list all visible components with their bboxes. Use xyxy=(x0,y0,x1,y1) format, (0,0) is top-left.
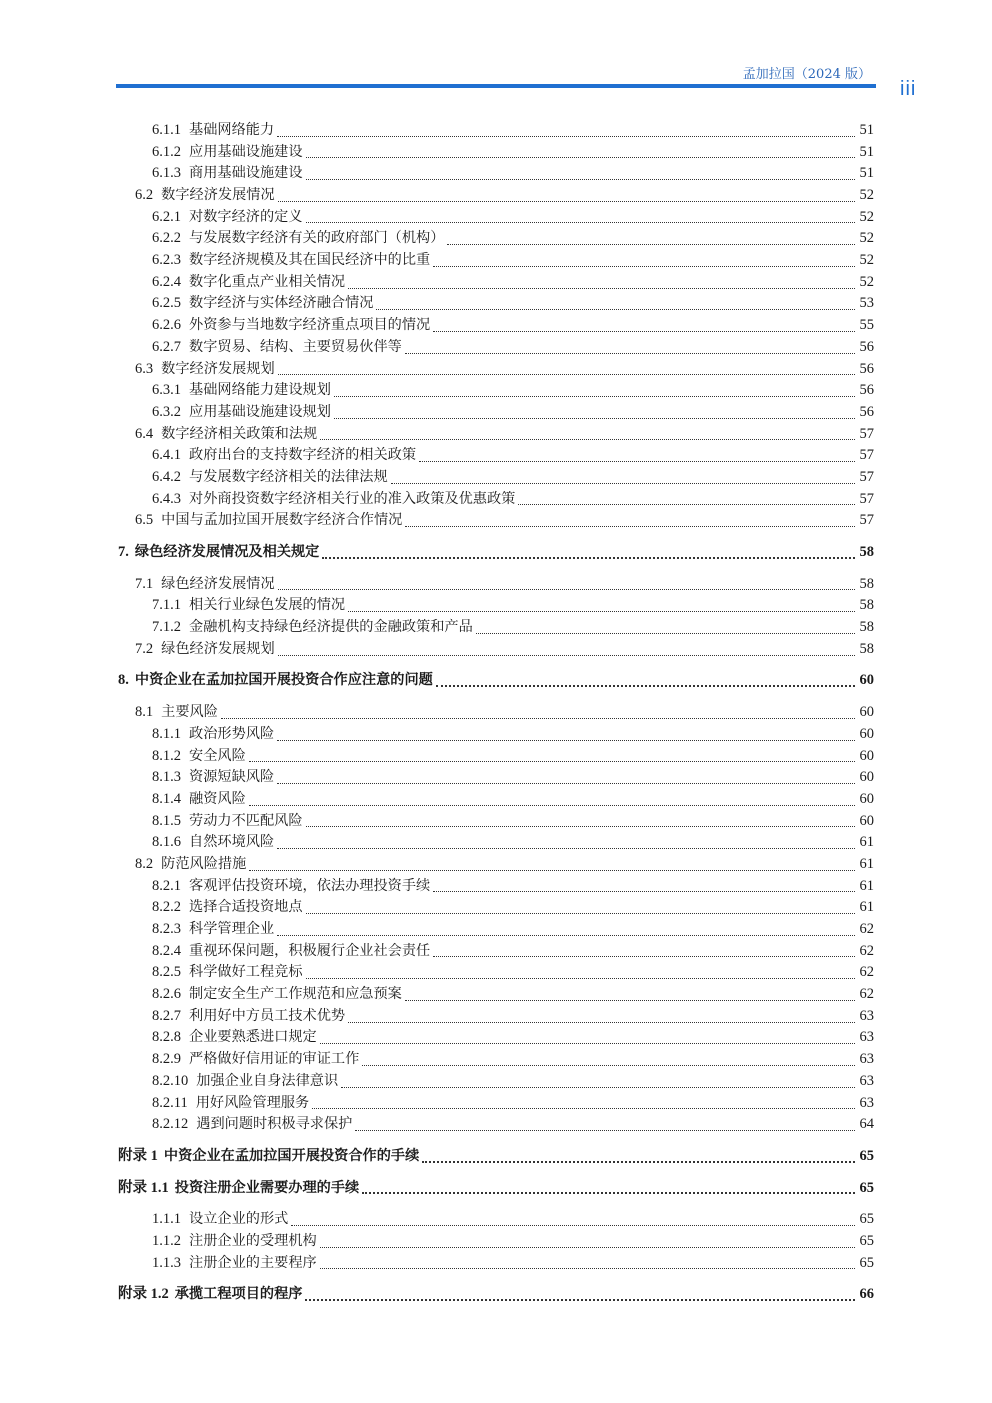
toc-entry-page: 63 xyxy=(859,1094,874,1111)
toc-entry[interactable] xyxy=(118,1114,874,1136)
toc-entry[interactable] xyxy=(118,163,874,185)
toc-entry-number: 8.2.1 xyxy=(152,877,181,894)
toc-entry-page: 57 xyxy=(859,447,874,464)
toc-dot-leader xyxy=(278,364,855,375)
toc-entry[interactable] xyxy=(118,1253,874,1275)
toc-entry-title: 设立企业的形式 xyxy=(189,1211,289,1228)
toc-entry[interactable] xyxy=(118,1006,874,1028)
toc-entry[interactable] xyxy=(118,424,874,446)
toc-entry-number: 7.1.1 xyxy=(152,597,181,614)
toc-entry-number: 6.1.2 xyxy=(152,143,181,160)
toc-entry-page: 55 xyxy=(859,317,874,334)
toc-entry-number: 8.1.6 xyxy=(152,834,181,851)
toc-entry-number: 6.1.3 xyxy=(152,165,181,182)
toc-entry-number: 6.2.2 xyxy=(152,230,181,247)
toc-entry-number: 8.1.5 xyxy=(152,812,181,829)
toc-dot-leader xyxy=(518,494,855,505)
toc-dot-leader xyxy=(391,473,855,484)
toc-entry[interactable] xyxy=(118,359,874,381)
toc-entry[interactable] xyxy=(118,897,874,919)
toc-dot-leader xyxy=(320,1237,855,1248)
toc-entry[interactable] xyxy=(118,1209,874,1231)
toc-dot-leader xyxy=(433,321,855,332)
toc-entry-number: 6.2 xyxy=(135,187,154,204)
toc-entry-page: 65 xyxy=(859,1254,874,1271)
toc-entry-title: 用好风险管理服务 xyxy=(195,1094,310,1111)
toc-entry-page: 52 xyxy=(859,273,874,290)
toc-entry-page: 57 xyxy=(859,490,874,507)
toc-entry-title: 与发展数字经济有关的政府部门（机构） xyxy=(189,230,445,247)
toc-entry-title: 主要风险 xyxy=(161,704,218,721)
toc-entry[interactable] xyxy=(118,315,874,337)
toc-entry-number: 8.2.6 xyxy=(152,986,181,1003)
toc-dot-leader xyxy=(278,191,855,202)
toc-entry-number: 8.2.5 xyxy=(152,964,181,981)
toc-entry[interactable] xyxy=(118,489,874,511)
toc-entry-number: 6.4.1 xyxy=(152,447,181,464)
toc-entry-page: 63 xyxy=(859,1051,874,1068)
toc-entry[interactable] xyxy=(118,542,874,564)
toc-entry-title: 绿色经济发展情况 xyxy=(161,575,275,592)
toc-entry-number: 附录 1.1 xyxy=(118,1179,169,1196)
toc-entry-page: 56 xyxy=(859,382,874,399)
toc-entry-page: 51 xyxy=(859,143,874,160)
toc-dot-leader xyxy=(306,968,855,979)
toc-dot-leader xyxy=(249,860,855,871)
toc-dot-leader xyxy=(291,1215,855,1226)
toc-entry[interactable] xyxy=(118,250,874,272)
toc-entry-title: 利用好中方员工技术优势 xyxy=(189,1007,346,1024)
toc-dot-leader xyxy=(334,408,855,419)
toc-entry-page: 53 xyxy=(859,295,874,312)
toc-entry-title: 对外商投资数字经济相关行业的准入政策及优惠政策 xyxy=(189,490,516,507)
toc-dot-leader xyxy=(355,1120,855,1131)
toc-entry-number: 1.1.1 xyxy=(152,1211,181,1228)
toc-entry-number: 6.4 xyxy=(135,425,154,442)
toc-entry-page: 60 xyxy=(859,725,874,742)
toc-entry-page: 58 xyxy=(859,619,874,636)
toc-dot-leader xyxy=(348,1012,855,1023)
toc-entry-page: 51 xyxy=(859,165,874,182)
toc-entry[interactable] xyxy=(118,811,874,833)
toc-entry-number: 8.2 xyxy=(135,855,154,872)
toc-entry-title: 金融机构支持绿色经济提供的金融政策和产品 xyxy=(189,619,473,636)
toc-entry-page: 61 xyxy=(859,855,874,872)
toc-dot-leader xyxy=(249,751,855,762)
toc-entry[interactable] xyxy=(118,207,874,229)
toc-entry-page: 63 xyxy=(859,1007,874,1024)
toc-entry[interactable] xyxy=(118,272,874,294)
toc-entry[interactable] xyxy=(118,767,874,789)
toc-dot-leader xyxy=(419,451,855,462)
toc-entry-title: 劳动力不匹配风险 xyxy=(189,812,303,829)
toc-entry-title: 重视环保问题，积极履行企业社会责任 xyxy=(189,942,431,959)
toc-entry-page: 62 xyxy=(859,942,874,959)
toc-entry-number: 6.2.7 xyxy=(152,338,181,355)
toc-dot-leader xyxy=(306,903,855,914)
toc-entry-page: 60 xyxy=(859,672,874,689)
toc-entry-page: 62 xyxy=(859,964,874,981)
toc-entry-title: 承揽工程项目的程序 xyxy=(174,1286,303,1303)
toc-entry-page: 60 xyxy=(859,704,874,721)
toc-entry[interactable] xyxy=(118,639,874,661)
toc-entry-page: 52 xyxy=(859,187,874,204)
toc-entry-number: 6.3.1 xyxy=(152,382,181,399)
toc-entry[interactable] xyxy=(118,1049,874,1071)
toc-dot-leader xyxy=(433,881,855,892)
toc-entry[interactable] xyxy=(118,337,874,359)
toc-entry-title: 自然环境风险 xyxy=(189,834,275,851)
toc-entry[interactable] xyxy=(118,671,874,693)
toc-entry-page: 66 xyxy=(859,1286,874,1303)
toc-entry-number: 8.1.1 xyxy=(152,725,181,742)
toc-entry-page: 61 xyxy=(859,834,874,851)
toc-entry-title: 相关行业绿色发展的情况 xyxy=(189,597,346,614)
toc-entry[interactable] xyxy=(118,941,874,963)
toc-entry-title: 绿色经济发展规划 xyxy=(161,640,275,657)
toc-dot-leader xyxy=(405,990,855,1001)
toc-entry-number: 6.2.5 xyxy=(152,295,181,312)
toc-dot-leader xyxy=(422,1151,855,1163)
toc-entry[interactable] xyxy=(118,789,874,811)
toc-dot-leader xyxy=(278,645,855,656)
toc-entry-number: 6.2.4 xyxy=(152,273,181,290)
toc-dot-leader xyxy=(376,299,855,310)
toc-entry-page: 63 xyxy=(859,1072,874,1089)
toc-entry-title: 绿色经济发展情况及相关规定 xyxy=(134,544,320,561)
toc-entry-title: 数字经济与实体经济融合情况 xyxy=(189,295,374,312)
toc-dot-leader xyxy=(277,773,855,784)
toc-entry-page: 65 xyxy=(859,1211,874,1228)
toc-entry-page: 60 xyxy=(859,812,874,829)
toc-entry-page: 60 xyxy=(859,747,874,764)
toc-entry-page: 56 xyxy=(859,338,874,355)
toc-entry-number: 8.2.10 xyxy=(152,1072,189,1089)
toc-entry[interactable] xyxy=(118,228,874,250)
toc-entry-title: 注册企业的主要程序 xyxy=(189,1254,317,1271)
toc-entry-page: 62 xyxy=(859,986,874,1003)
toc-entry-title: 政府出台的支持数字经济的相关政策 xyxy=(189,447,417,464)
toc-entry-title: 加强企业自身法律意识 xyxy=(196,1072,339,1089)
toc-dot-leader xyxy=(433,946,855,957)
toc-entry-page: 58 xyxy=(859,640,874,657)
toc-entry-page: 52 xyxy=(859,230,874,247)
toc-dot-leader xyxy=(277,838,855,849)
toc-entry[interactable] xyxy=(118,402,874,424)
toc-entry-number: 8.1.2 xyxy=(152,747,181,764)
toc-dot-leader xyxy=(305,1289,855,1301)
toc-dot-leader xyxy=(277,126,855,137)
toc-entry[interactable] xyxy=(118,919,874,941)
toc-entry-page: 51 xyxy=(859,121,874,138)
toc-entry[interactable] xyxy=(118,120,874,142)
toc-entry-title: 中资企业在孟加拉国开展投资合作应注意的问题 xyxy=(134,672,433,689)
toc-entry-title: 科学做好工程竞标 xyxy=(189,964,303,981)
toc-entry[interactable] xyxy=(118,1231,874,1253)
toc-entry-number: 6.4.2 xyxy=(152,468,181,485)
toc-dot-leader xyxy=(405,343,855,354)
toc-entry-number: 6.2.1 xyxy=(152,208,181,225)
toc-entry-number: 8.1 xyxy=(135,704,154,721)
toc-entry-page: 65 xyxy=(859,1232,874,1249)
toc-entry[interactable] xyxy=(118,1146,874,1168)
toc-entry-number: 8.2.3 xyxy=(152,921,181,938)
toc-entry-number: 6.4.3 xyxy=(152,490,181,507)
toc-entry-title: 商用基础设施建设 xyxy=(189,165,303,182)
toc-entry-page: 52 xyxy=(859,208,874,225)
toc-dot-leader xyxy=(320,429,855,440)
toc-dot-leader xyxy=(362,1182,855,1194)
toc-entry-title: 数字贸易、结构、主要贸易伙伴等 xyxy=(189,338,402,355)
toc-entry-number: 7.2 xyxy=(135,640,154,657)
toc-entry-number: 7. xyxy=(118,544,129,561)
toc-dot-leader xyxy=(221,708,855,719)
toc-dot-leader xyxy=(341,1077,855,1088)
toc-entry-title: 基础网络能力 xyxy=(189,121,275,138)
toc-entry[interactable] xyxy=(118,1071,874,1093)
toc-entry-title: 与发展数字经济相关的法律法规 xyxy=(189,468,388,485)
toc-entry[interactable] xyxy=(118,1284,874,1306)
toc-entry-page: 58 xyxy=(859,575,874,592)
toc-entry-page: 56 xyxy=(859,403,874,420)
toc-entry-page: 57 xyxy=(859,425,874,442)
toc-entry-number: 8.2.2 xyxy=(152,899,181,916)
toc-entry-title: 数字经济相关政策和法规 xyxy=(161,425,318,442)
toc-entry-page: 56 xyxy=(859,360,874,377)
toc-entry-number: 6.2.6 xyxy=(152,317,181,334)
toc-entry-number: 6.3 xyxy=(135,360,154,377)
toc-entry[interactable] xyxy=(118,185,874,207)
toc-entry-title: 中资企业在孟加拉国开展投资合作的手续 xyxy=(163,1147,420,1164)
toc-dot-leader xyxy=(320,1258,855,1269)
toc-entry-number: 8. xyxy=(118,672,129,689)
toc-entry-number: 8.2.11 xyxy=(152,1094,188,1111)
toc-entry[interactable] xyxy=(118,510,874,532)
toc-entry[interactable] xyxy=(118,876,874,898)
toc-entry-number: 6.1.1 xyxy=(152,121,181,138)
toc-entry-title: 安全风险 xyxy=(189,747,246,764)
toc-entry-title: 企业要熟悉进口规定 xyxy=(189,1029,317,1046)
toc-entry-title: 数字经济发展规划 xyxy=(161,360,275,377)
toc-entry-title: 注册企业的受理机构 xyxy=(189,1232,317,1249)
toc-dot-leader xyxy=(249,795,855,806)
toc-entry-page: 57 xyxy=(859,512,874,529)
toc-entry[interactable] xyxy=(118,574,874,596)
running-header-title: 孟加拉国（2024 版） xyxy=(742,67,871,82)
toc-entry-title: 中国与孟加拉国开展数字经济合作情况 xyxy=(161,512,403,529)
toc-dot-leader xyxy=(277,925,855,936)
toc-entry[interactable] xyxy=(118,962,874,984)
toc-entry[interactable] xyxy=(118,724,874,746)
toc-entry-page: 62 xyxy=(859,921,874,938)
toc-entry-number: 1.1.3 xyxy=(152,1254,181,1271)
toc-dot-leader xyxy=(447,234,855,245)
toc-entry-number: 6.3.2 xyxy=(152,403,181,420)
toc-entry[interactable] xyxy=(118,595,874,617)
toc-entry-page: 63 xyxy=(859,1029,874,1046)
toc-dot-leader xyxy=(306,816,855,827)
toc-entry-page: 61 xyxy=(859,877,874,894)
toc-entry-number: 8.2.4 xyxy=(152,942,181,959)
toc-entry-page: 65 xyxy=(859,1147,874,1164)
toc-entry-number: 8.1.3 xyxy=(152,769,181,786)
toc-dot-leader xyxy=(348,601,855,612)
toc-entry-number: 8.2.8 xyxy=(152,1029,181,1046)
toc-entry-title: 严格做好信用证的审证工作 xyxy=(189,1051,360,1068)
toc-entry-title: 外资参与当地数字经济重点项目的情况 xyxy=(189,317,431,334)
toc-entry-page: 61 xyxy=(859,899,874,916)
toc-dot-leader xyxy=(322,547,855,559)
toc-entry-title: 对数字经济的定义 xyxy=(189,208,303,225)
toc-dot-leader xyxy=(334,386,855,397)
toc-entry-title: 科学管理企业 xyxy=(189,921,275,938)
toc-entry-page: 57 xyxy=(859,468,874,485)
toc-entry-title: 防范风险措施 xyxy=(161,855,247,872)
toc-entry-number: 7.1.2 xyxy=(152,619,181,636)
toc-entry-number: 8.1.4 xyxy=(152,790,181,807)
toc-dot-leader xyxy=(306,212,855,223)
toc-dot-leader xyxy=(433,256,855,267)
toc-entry[interactable] xyxy=(118,142,874,164)
toc-entry[interactable] xyxy=(118,1028,874,1050)
toc-dot-leader xyxy=(476,623,855,634)
toc-entry[interactable] xyxy=(118,294,874,316)
toc-dot-leader xyxy=(306,147,855,158)
toc-entry-title: 数字经济发展情况 xyxy=(161,187,275,204)
page-number: iii xyxy=(900,78,917,100)
toc-dot-leader xyxy=(405,516,855,527)
toc-dot-leader xyxy=(320,1033,855,1044)
toc-entry-number: 6.2.3 xyxy=(152,252,181,269)
header-rule xyxy=(116,84,876,88)
toc-entry[interactable] xyxy=(118,1093,874,1115)
toc-entry-title: 制定安全生产工作规范和应急预案 xyxy=(189,986,402,1003)
toc-entry[interactable] xyxy=(118,467,874,489)
toc-entry-number: 6.5 xyxy=(135,512,154,529)
toc-entry-title: 数字经济规模及其在国民经济中的比重 xyxy=(189,252,431,269)
toc-dot-leader xyxy=(306,169,855,180)
toc-entry-title: 投资注册企业需要办理的手续 xyxy=(174,1179,360,1196)
toc-entry[interactable] xyxy=(118,445,874,467)
toc-dot-leader xyxy=(362,1055,855,1066)
toc-entry-number: 7.1 xyxy=(135,575,154,592)
toc-entry-page: 60 xyxy=(859,769,874,786)
toc-entry-title: 客观评估投资环境，依法办理投资手续 xyxy=(189,877,431,894)
toc-entry[interactable] xyxy=(118,702,874,724)
toc-entry[interactable] xyxy=(118,380,874,402)
toc-entry[interactable] xyxy=(118,617,874,639)
toc-entry-page: 58 xyxy=(859,597,874,614)
toc-entry-title: 应用基础设施建设规划 xyxy=(189,403,331,420)
toc-entry-title: 基础网络能力建设规划 xyxy=(189,382,331,399)
toc-entry-title: 资源短缺风险 xyxy=(189,769,275,786)
toc-entry-title: 选择合适投资地点 xyxy=(189,899,303,916)
table-of-contents xyxy=(118,120,874,1316)
toc-entry[interactable] xyxy=(118,984,874,1006)
toc-entry[interactable] xyxy=(118,1178,874,1200)
toc-entry-page: 52 xyxy=(859,252,874,269)
toc-dot-leader xyxy=(278,579,855,590)
toc-entry-number: 附录 1 xyxy=(118,1147,158,1164)
toc-entry-title: 遇到问题时积极寻求保护 xyxy=(196,1116,353,1133)
toc-entry-number: 8.2.9 xyxy=(152,1051,181,1068)
toc-dot-leader xyxy=(312,1098,855,1109)
toc-entry[interactable] xyxy=(118,832,874,854)
toc-entry[interactable] xyxy=(118,854,874,876)
toc-entry-title: 融资风险 xyxy=(189,790,246,807)
toc-entry-page: 64 xyxy=(859,1116,874,1133)
toc-entry-page: 65 xyxy=(859,1179,874,1196)
toc-entry-title: 应用基础设施建设 xyxy=(189,143,303,160)
toc-entry-title: 数字化重点产业相关情况 xyxy=(189,273,346,290)
toc-entry-number: 8.2.7 xyxy=(152,1007,181,1024)
toc-dot-leader xyxy=(277,730,855,741)
toc-entry-page: 60 xyxy=(859,790,874,807)
toc-entry-number: 附录 1.2 xyxy=(118,1286,169,1303)
toc-entry-page: 58 xyxy=(859,544,874,561)
toc-entry-title: 政治形势风险 xyxy=(189,725,275,742)
toc-entry-number: 8.2.12 xyxy=(152,1116,189,1133)
toc-dot-leader xyxy=(436,675,855,687)
toc-entry-number: 1.1.2 xyxy=(152,1232,181,1249)
toc-entry[interactable] xyxy=(118,746,874,768)
toc-dot-leader xyxy=(348,278,855,289)
